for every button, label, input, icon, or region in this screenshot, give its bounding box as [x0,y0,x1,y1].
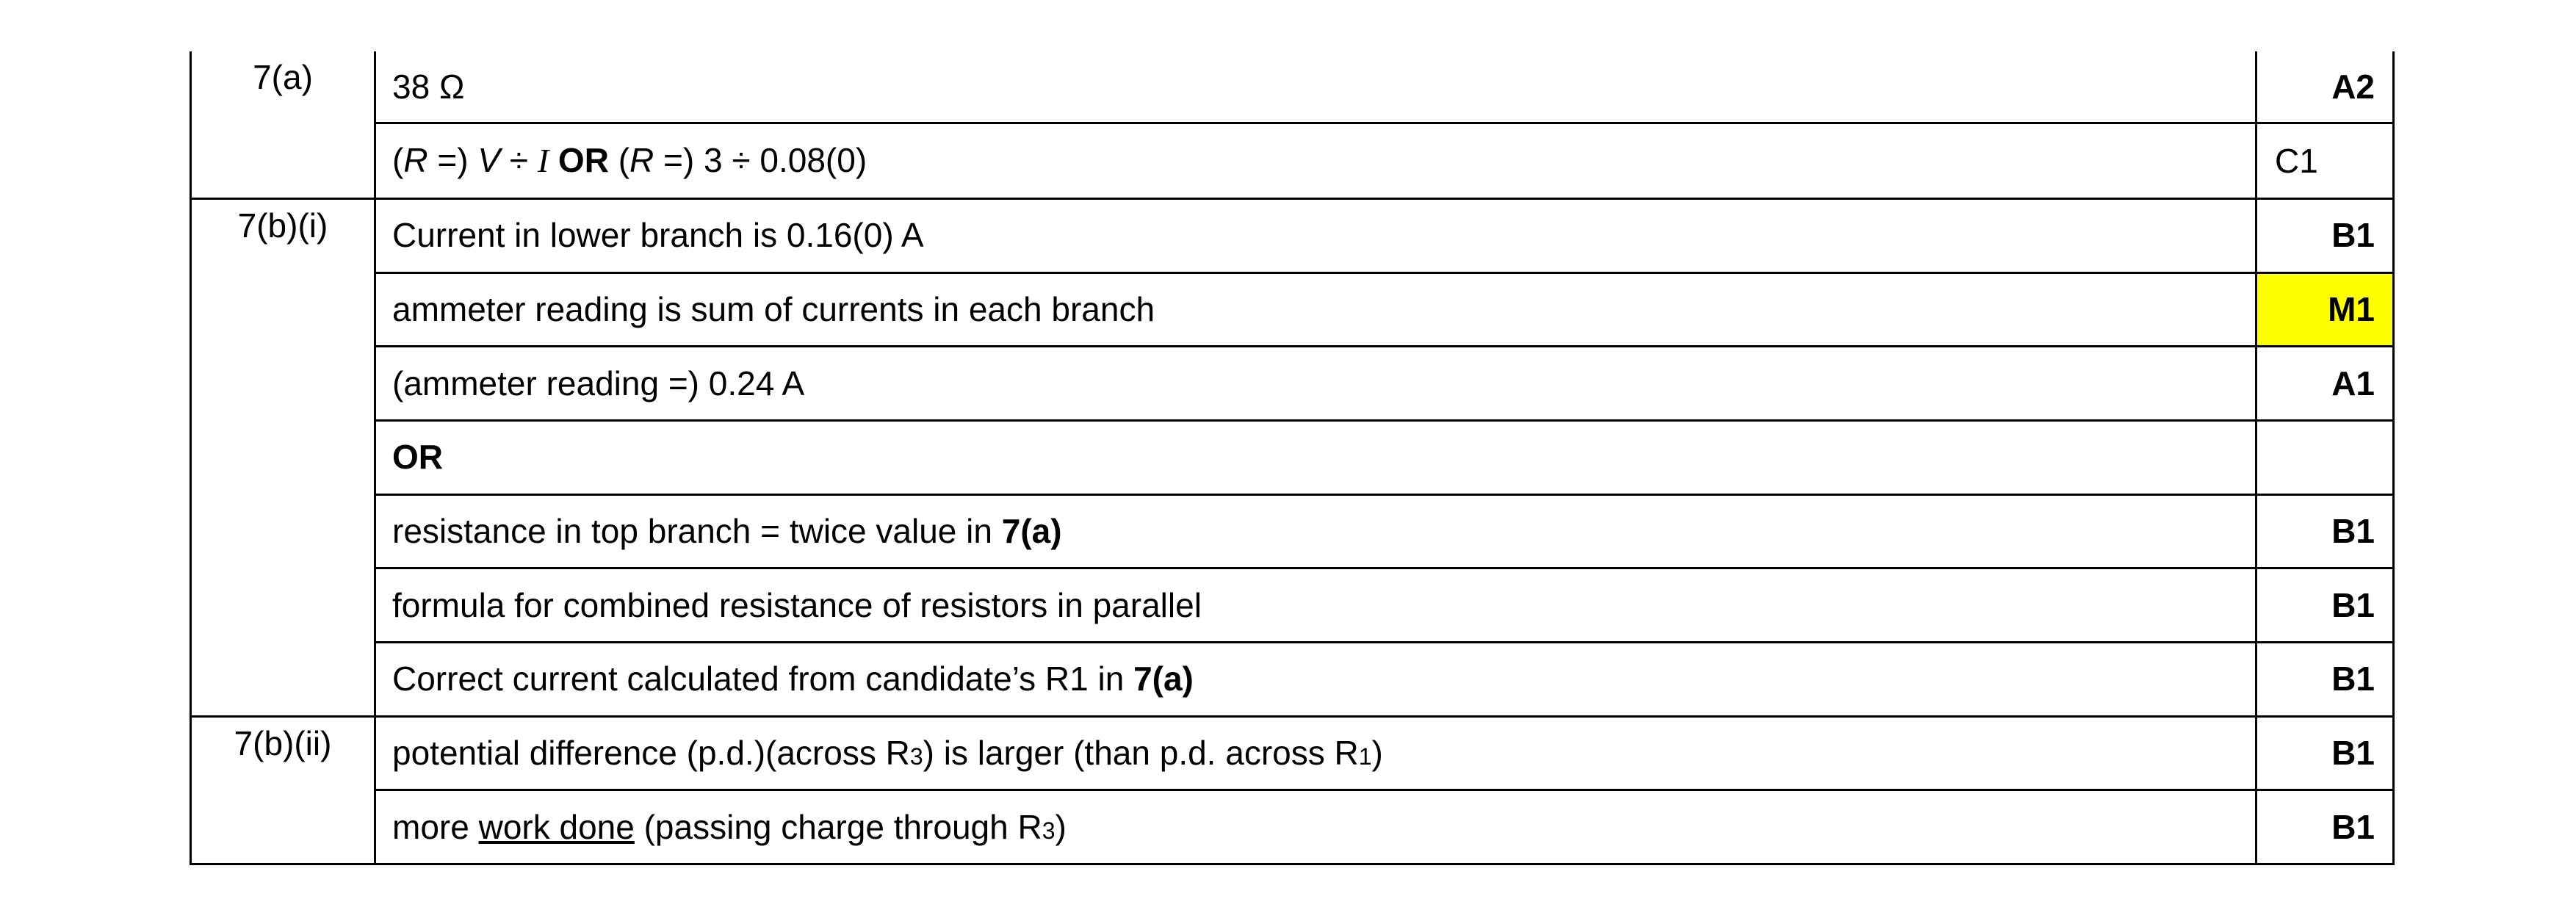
answer-text: =) [427,141,478,180]
answer-cell [375,198,2256,272]
answer-text: =) 3 ÷ 0.08(0) [654,141,867,180]
subscript: 3 [1042,817,1056,844]
current-symbol: I [537,142,549,180]
divide-sign: ÷ [500,141,538,180]
table-row [191,123,2394,199]
answer-text: ) [1371,734,1383,773]
mark-cell: A2 [2256,51,2394,123]
answer-cell [375,51,2256,123]
table-row [191,568,2394,643]
answer-text: (ammeter reading =) 0.24 A [392,364,805,402]
answer-cell [375,642,2256,716]
underlined-term: work done [478,807,635,846]
answer-cell [375,272,2256,347]
answer-cell [375,420,2256,494]
table-row [191,272,2394,347]
answer-text: potential difference (p.d.)(across R [392,734,910,773]
resistance-symbol: R [629,141,654,180]
answer-text: ( [392,141,404,180]
answer-text: ) is larger (than p.d. across R [923,734,1359,773]
answer-text: 38 Ω [392,67,465,106]
or-keyword: OR [558,141,609,180]
or-keyword: OR [392,438,443,477]
mark-cell: B1 [2256,494,2394,568]
subscript: 1 [1358,743,1372,770]
table-row [191,420,2394,494]
table-row [191,198,2394,272]
answer-text: Correct current calculated from candidate’s R1 in [392,660,1134,698]
table-row [191,51,2394,123]
table-row [191,494,2394,568]
answer-cell [375,494,2256,568]
mark-cell [2256,420,2394,494]
table-row [191,642,2394,716]
mark-cell: B1 [2256,716,2394,790]
mark-cell: C1 [2256,123,2394,199]
answer-text: resistance in top branch = twice value in [392,512,1002,551]
mark-cell-highlighted: M1 [2256,272,2394,347]
answer-text: Current in lower branch is 0.16(0) A [392,216,924,255]
question-reference: 7(a) [1001,512,1062,551]
answer-cell [375,123,2256,199]
question-number: 7(a) [191,51,375,198]
answer-cell [375,347,2256,421]
table-row [191,347,2394,421]
answer-text: ) [1055,807,1067,846]
mark-cell: B1 [2256,568,2394,643]
voltage-symbol: V [477,141,500,180]
resistance-symbol: R [403,141,428,180]
mark-cell: B1 [2256,198,2394,272]
answer-cell [375,790,2256,864]
question-number: 7(b)(ii) [191,716,375,864]
space [549,141,558,179]
mark-scheme-table [190,51,2395,865]
question-number: 7(b)(i) [191,198,375,716]
question-reference: 7(a) [1133,660,1194,698]
answer-text: ammeter reading is sum of currents in each branch [392,290,1155,329]
answer-text: formula for combined resistance of resistors in parallel [392,585,1202,624]
table-row [191,790,2394,864]
answer-cell [375,568,2256,643]
answer-cell [375,716,2256,790]
subscript: 3 [909,743,923,770]
answer-text: (passing charge through R [634,807,1042,846]
table-row [191,716,2394,790]
mark-cell: B1 [2256,790,2394,864]
answer-text: more [392,807,479,846]
mark-cell: A1 [2256,347,2394,421]
answer-text: ( [608,141,630,180]
mark-cell: B1 [2256,642,2394,716]
